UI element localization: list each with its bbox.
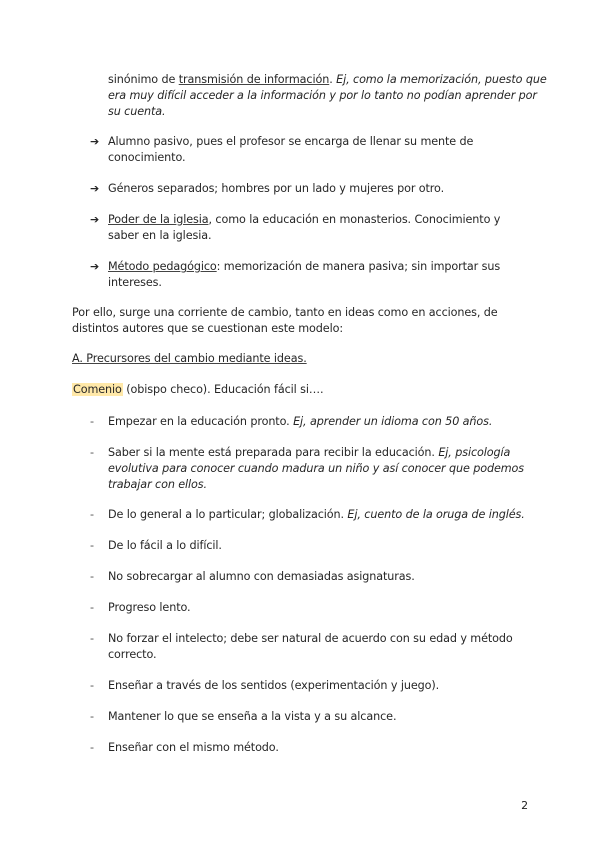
dash-bullet-icon: - (90, 446, 94, 459)
dash-bullet-icon: - (90, 415, 94, 428)
continuation-separator: . (329, 73, 337, 86)
comenio-line (72, 382, 532, 398)
arrow-item-underlined: Método pedagógico (108, 260, 217, 273)
section-heading: A. Precursores del cambio mediante ideas. (72, 352, 307, 365)
continuation-text: sinónimo de (108, 73, 179, 86)
dash-item-text: No forzar el intelecto; debe ser natural de acuerdo con su edad y método correcto. (108, 632, 513, 661)
dash-bullet-icon: - (90, 508, 94, 521)
intro-paragraph: Por ello, surge una corriente de cambio, tanto en ideas como en acciones, de distintos autores que se cuestionan este modelo: (72, 306, 498, 335)
arrow-item-text: Alumno pasivo, pues el profesor se encarga de llenar su mente de conocimiento. (108, 135, 474, 164)
dash-bullet-icon: - (90, 539, 94, 552)
continuation-paragraph (108, 72, 548, 120)
dash-item-text: No sobrecargar al alumno con demasiadas asignaturas. (108, 570, 415, 583)
comenio-description: (obispo checo). Educación fácil si…. (122, 383, 324, 396)
dash-item-text: Saber si la mente está preparada para recibir la educación. Ej, psicología evolutiva para conocer cuando madura un niño y así conocer que podemos trabajar con ellos. (108, 446, 525, 491)
dash-item-text: Progreso lento. (108, 601, 191, 614)
arrow-bullet-icon: ➔ (90, 135, 100, 148)
dash-item-text: Enseñar con el mismo método. (108, 741, 279, 754)
dash-item-text: De lo fácil a lo difícil. (108, 539, 222, 552)
arrow-item-text: Método pedagógico: memorización de manera pasiva; sin importar sus intereses. (108, 260, 501, 289)
dash-item-text: Mantener lo que se enseña a la vista y a su alcance. (108, 710, 397, 723)
arrow-item-text: Géneros separados; hombres por un lado y mujeres por otro. (108, 182, 445, 195)
dash-bullet-icon: - (90, 679, 94, 692)
dash-bullet-icon: - (90, 741, 94, 754)
arrow-bullet-icon: ➔ (90, 260, 100, 273)
dash-item-text: De lo general a lo particular; globalización. Ej, cuento de la oruga de inglés. (108, 508, 525, 521)
arrow-bullet-icon: ➔ (90, 213, 100, 226)
arrow-item-text: Poder de la iglesia, como la educación en monasterios. Conocimiento y saber en la iglesia. (108, 213, 501, 242)
dash-bullet-icon: - (90, 601, 94, 614)
arrow-item-underlined: Poder de la iglesia (108, 213, 209, 226)
arrow-bullet-icon: ➔ (90, 182, 100, 195)
dash-item-text: Enseñar a través de los sentidos (experimentación y juego). (108, 679, 440, 692)
continuation-example: Ej, como la memorización, puesto que era muy difícil acceder a la información y por lo tanto no podían aprender por su cuenta. (108, 73, 547, 118)
continuation-underlined: transmisión de información (178, 73, 330, 86)
dash-bullet-icon: - (90, 570, 94, 583)
highlighted-author-name: Comenio (73, 383, 122, 396)
page-number: 2 (521, 799, 528, 812)
dash-bullet-icon: - (90, 632, 94, 645)
dash-item-text: Empezar en la educación pronto. Ej, aprender un idioma con 50 años. (108, 415, 493, 428)
dash-bullet-icon: - (90, 710, 94, 723)
